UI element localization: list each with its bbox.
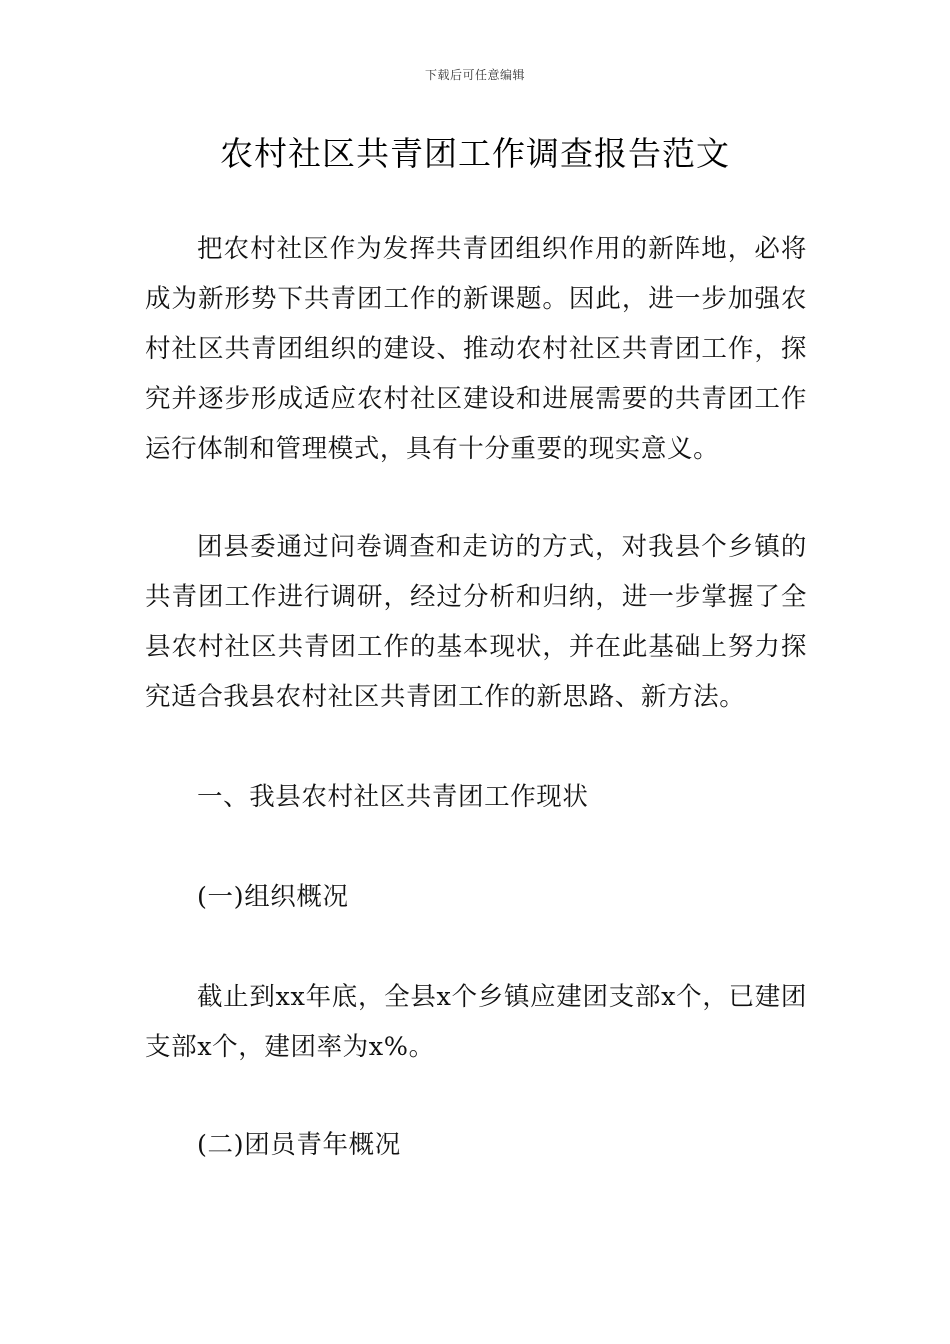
paragraph-survey-method: 团县委通过问卷调查和走访的方式，对我县个乡镇的共青团工作进行调研，经过分析和归纳，进一步掌握了全县农村社区共青团工作的基本现状，并在此基础上努力探究适合我县农村社区共青团工作的新思路、新方法。 xyxy=(145,532,807,712)
paragraph-organization-stats: 截止到xx年底，全县x个乡镇应建团支部x个，已建团支部x个，建团率为x%。 xyxy=(145,982,807,1062)
section-heading-status: 一、我县农村社区共青团工作现状 xyxy=(197,782,589,812)
subsection-heading-organization: (一)组织概况 xyxy=(197,882,349,912)
paragraph-intro: 把农村社区作为发挥共青团组织作用的新阵地，必将成为新形势下共青团工作的新课题。因此，进一步加强农村社区共青团组织的建设、推动农村社区共青团工作，探究并逐步形成适应农村社区建设和进展需要的共青团工作运行体制和管理模式，具有十分重要的现实意义。 xyxy=(145,234,807,464)
document-title: 农村社区共青团工作调查报告范文 xyxy=(220,134,730,173)
header-note: 下载后可任意编辑 xyxy=(424,68,525,82)
subsection-heading-members: (二)团员青年概况 xyxy=(197,1130,401,1160)
